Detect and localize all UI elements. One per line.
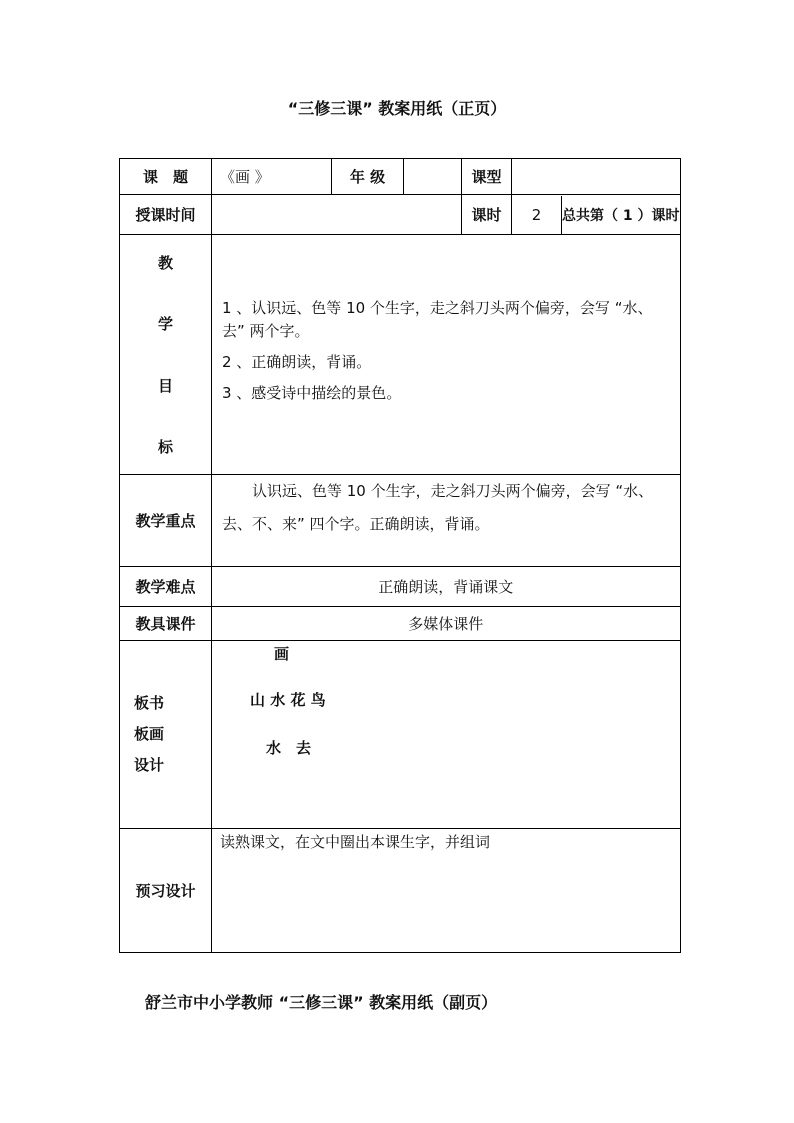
time-label: 授课时间 xyxy=(120,195,212,235)
type-label: 课型 xyxy=(462,159,512,195)
goals-content xyxy=(212,235,681,475)
tools-label: 教具课件 xyxy=(120,607,212,641)
goals-label-char: 教 xyxy=(157,253,173,272)
key-points-label: 教学重点 xyxy=(120,475,212,567)
lesson-plan-table xyxy=(119,158,681,953)
period-value: 2 xyxy=(512,196,562,234)
goals-label-char: 标 xyxy=(157,438,173,457)
goal-item: 1 、认识远、色等 10 个生字，走之斜刀头两个偏旁，会写 “水、去” 两个字。 xyxy=(222,298,653,340)
topic-value: 《画 》 xyxy=(212,159,332,195)
preview-label: 预习设计 xyxy=(120,829,212,953)
grade-label: 年 级 xyxy=(332,159,404,195)
row-time xyxy=(120,195,681,235)
board-line-subjects: 山 水 花 鸟 xyxy=(250,691,326,709)
board-design xyxy=(212,641,680,827)
board-label-line: 板画 xyxy=(134,725,165,743)
board-label xyxy=(120,641,212,829)
grade-value xyxy=(404,159,462,195)
page-title: “三修三课” 教案用纸（正页） xyxy=(287,99,507,118)
time-value xyxy=(212,195,462,235)
type-value xyxy=(512,159,681,195)
row-goals xyxy=(120,235,681,475)
board-line-title: 画 xyxy=(274,645,290,663)
difficulty-label: 教学难点 xyxy=(120,567,212,607)
tools-text: 多媒体课件 xyxy=(212,607,681,641)
row-key-points xyxy=(120,475,681,567)
board-label-line: 设计 xyxy=(134,756,165,774)
board-label-line: 板书 xyxy=(134,694,165,712)
preview-text: 读熟课文，在文中圈出本课生字，并组词 xyxy=(212,829,681,953)
row-difficulty xyxy=(120,567,681,607)
difficulty-text: 正确朗读，背诵课文 xyxy=(212,567,681,607)
row-preview xyxy=(120,829,681,953)
board-line-chars: 水 去 xyxy=(266,739,312,757)
secondary-page-title: 舒兰市中小学教师 “三修三课” 教案用纸（副页） xyxy=(145,993,498,1012)
topic-label: 课 题 xyxy=(120,159,212,195)
period-label: 课时 xyxy=(462,195,512,235)
row-tools xyxy=(120,607,681,641)
goals-label-char: 学 xyxy=(157,315,173,334)
goal-item: 2 、正确朗读，背诵。 xyxy=(222,352,372,371)
row-topic xyxy=(120,159,681,195)
total-periods: 总共第（ 1 ）课时 xyxy=(562,207,680,224)
goals-label xyxy=(120,252,211,458)
key-points-text: 认识远、色等 10 个生字，走之斜刀头两个偏旁，会写 “水、去、不、来” 四个字。正确朗读，背诵。 xyxy=(212,475,681,567)
row-board xyxy=(120,641,681,829)
goal-item: 3 、感受诗中描绘的景色。 xyxy=(222,383,402,402)
goals-label-char: 目 xyxy=(157,376,173,395)
